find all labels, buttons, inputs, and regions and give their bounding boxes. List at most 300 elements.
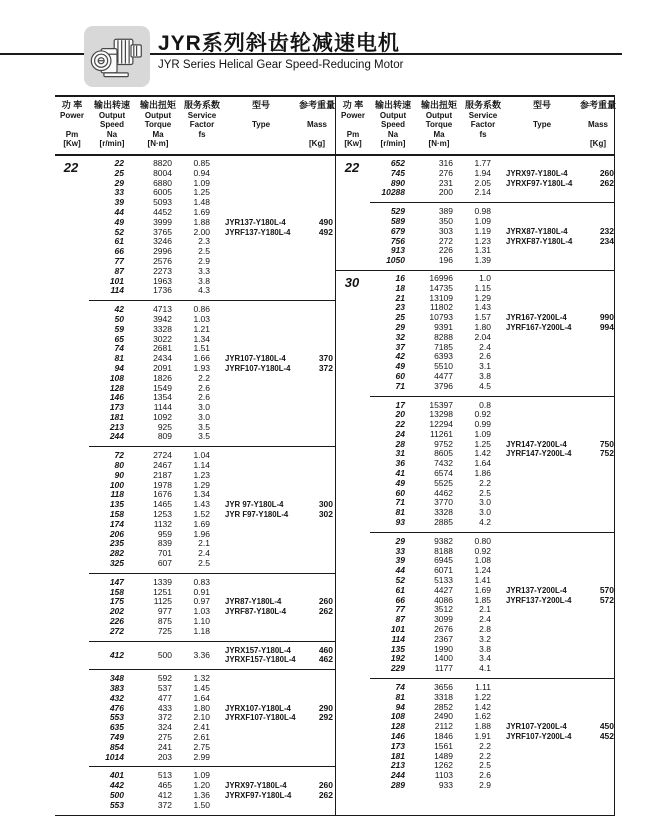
- torque-value: 412: [157, 789, 172, 800]
- speed-value: 890: [390, 177, 405, 188]
- factor-value: 1.39: [474, 255, 491, 266]
- torque-value: 1826: [153, 372, 172, 383]
- torque-value: 1339: [153, 576, 172, 587]
- factor-value: 2.75: [193, 741, 210, 752]
- factor-value: 2.00: [193, 226, 210, 237]
- speed-value: 31: [395, 448, 405, 459]
- speed-value: 49: [395, 361, 405, 372]
- torque-value: 6005: [153, 187, 172, 198]
- torque-value: 3512: [434, 604, 453, 615]
- factor-value: 1.77: [474, 157, 491, 168]
- col-header-type: 型号 Type: [532, 100, 552, 130]
- speed-value: 442: [109, 780, 124, 791]
- speed-value: 66: [395, 594, 405, 605]
- speed-value: 1014: [105, 751, 124, 762]
- speed-value: 213: [109, 421, 124, 432]
- col-header-factor: 服务系数 Service Factor fs: [464, 100, 501, 139]
- speed-value: 432: [109, 692, 124, 703]
- torque-value: 4086: [434, 594, 453, 605]
- torque-value: 372: [157, 712, 172, 723]
- factor-value: 1.10: [193, 616, 210, 627]
- factor-value: 1.21: [193, 323, 210, 334]
- factor-value: 1.69: [193, 206, 210, 217]
- factor-value: 1.09: [193, 177, 210, 188]
- torque-value: 8820: [153, 157, 172, 168]
- speed-value: 61: [395, 584, 405, 595]
- speed-value: 181: [390, 750, 405, 761]
- ratio-blocks: [370, 274, 614, 791]
- power-section: [336, 156, 614, 270]
- torque-value: 977: [157, 606, 172, 617]
- factor-value: 2.99: [193, 751, 210, 762]
- type-value: JYRF107-Y180L-4: [225, 363, 291, 373]
- speed-value: 282: [109, 548, 124, 559]
- col-header-factor: 服务系数 Service Factor fs: [183, 100, 220, 139]
- ratio-block: [370, 532, 614, 674]
- factor-value: 1.57: [474, 312, 491, 323]
- factor-value: 1.85: [474, 594, 491, 605]
- torque-value: 4452: [153, 206, 172, 217]
- torque-value: 4462: [434, 487, 453, 498]
- factor-value: 3.36: [193, 649, 210, 660]
- factor-value: 4.3: [198, 285, 210, 296]
- speed-value: 29: [395, 321, 405, 332]
- speed-value: 23: [395, 302, 405, 313]
- factor-value: 3.0: [479, 497, 491, 508]
- speed-value: 20: [395, 409, 405, 420]
- mass-value: 752: [599, 448, 614, 459]
- torque-value: 2490: [434, 711, 453, 722]
- torque-value: 925: [157, 421, 172, 432]
- speed-value: 244: [390, 770, 405, 781]
- torque-value: 372: [157, 799, 172, 810]
- factor-value: 0.8: [479, 399, 491, 410]
- torque-value: 3656: [434, 682, 453, 693]
- torque-value: 4427: [434, 584, 453, 595]
- speed-value: 272: [109, 625, 124, 636]
- speed-value: 16: [395, 272, 405, 283]
- factor-value: 3.1: [479, 361, 491, 372]
- mass-value: 290: [318, 702, 333, 713]
- factor-value: 1.93: [193, 362, 210, 373]
- factor-value: 2.6: [479, 770, 491, 781]
- speed-value: 213: [390, 760, 405, 771]
- torque-value: 2112: [434, 721, 453, 732]
- torque-value: 303: [438, 225, 453, 236]
- torque-value: 13109: [429, 292, 453, 303]
- factor-value: 3.2: [479, 633, 491, 644]
- torque-value: 809: [157, 431, 172, 442]
- torque-value: 276: [438, 167, 453, 178]
- speed-value: 18: [395, 282, 405, 293]
- torque-value: 8288: [434, 331, 453, 342]
- torque-value: 537: [157, 683, 172, 694]
- spec-table-left: [55, 97, 335, 815]
- torque-value: 3328: [153, 323, 172, 334]
- factor-value: 1.42: [474, 448, 491, 459]
- factor-value: 2.4: [198, 548, 210, 559]
- factor-value: 2.9: [479, 779, 491, 790]
- speed-value: 108: [109, 372, 124, 383]
- factor-value: 2.4: [479, 341, 491, 352]
- torque-value: 2885: [434, 517, 453, 528]
- speed-value: 81: [395, 691, 405, 702]
- factor-value: 1.04: [193, 450, 210, 461]
- type-value: JYR107-Y180L-4: [225, 354, 286, 364]
- factor-value: 1.64: [193, 692, 210, 703]
- factor-value: 2.9: [198, 255, 210, 266]
- factor-value: 1.23: [193, 469, 210, 480]
- type-value: JYR 97-Y180L-4: [225, 500, 284, 510]
- speed-value: 128: [390, 721, 405, 732]
- factor-value: 3.0: [479, 507, 491, 518]
- col-header-speed: 输出转速 Output Speed Na [r/min]: [93, 100, 130, 149]
- torque-value: 2367: [434, 633, 453, 644]
- factor-value: 1.62: [474, 711, 491, 722]
- torque-value: 701: [157, 548, 172, 559]
- speed-value: 635: [109, 722, 124, 733]
- factor-value: 1.0: [479, 272, 491, 283]
- mass-value: 260: [599, 167, 614, 178]
- speed-value: 412: [109, 649, 124, 660]
- speed-value: 679: [390, 225, 405, 236]
- mass-value: 262: [318, 606, 333, 617]
- ratio-block: [370, 678, 614, 791]
- type-value: JYRX97-Y180L-4: [506, 168, 568, 178]
- power-section: [55, 156, 335, 815]
- torque-value: 2576: [153, 255, 172, 266]
- mass-value: 572: [599, 594, 614, 605]
- torque-value: 9752: [434, 438, 453, 449]
- torque-value: 1125: [153, 596, 172, 607]
- factor-value: 1.66: [193, 353, 210, 364]
- torque-value: 8605: [434, 448, 453, 459]
- speed-value: 33: [114, 187, 124, 198]
- torque-value: 226: [438, 245, 453, 256]
- speed-value: 175: [109, 596, 124, 607]
- torque-value: 1144: [153, 402, 172, 413]
- speed-value: 118: [110, 489, 124, 500]
- speed-value: 158: [109, 509, 124, 520]
- torque-value: 1963: [153, 275, 172, 286]
- torque-value: 1354: [153, 392, 172, 403]
- speed-value: 71: [395, 497, 405, 508]
- torque-value: 275: [157, 732, 172, 742]
- torque-value: 203: [157, 751, 172, 762]
- torque-value: 11802: [429, 302, 453, 313]
- speed-value: 87: [395, 614, 405, 625]
- torque-value: 725: [157, 625, 172, 636]
- factor-value: 2.1: [198, 538, 210, 549]
- speed-value: 44: [395, 565, 405, 576]
- speed-value: 128: [109, 382, 124, 393]
- torque-value: 1990: [434, 643, 453, 654]
- torque-value: 2467: [153, 460, 172, 471]
- torque-value: 6071: [434, 565, 453, 576]
- torque-value: 16996: [429, 272, 453, 283]
- torque-value: 959: [157, 528, 172, 539]
- torque-value: 433: [157, 702, 172, 713]
- torque-value: 2434: [153, 353, 172, 364]
- speed-value: 50: [114, 313, 124, 324]
- speed-value: 74: [114, 343, 124, 354]
- torque-value: 5510: [434, 361, 453, 372]
- torque-value: 1736: [153, 285, 172, 296]
- speed-value: 226: [109, 616, 124, 627]
- speed-value: 72: [114, 450, 124, 461]
- speed-value: 244: [109, 431, 124, 442]
- torque-value: 15397: [429, 399, 453, 410]
- factor-value: 2.2: [479, 750, 491, 761]
- speed-value: 81: [395, 507, 405, 518]
- factor-value: 1.69: [474, 584, 491, 595]
- factor-value: 0.97: [193, 596, 210, 607]
- torque-value: 272: [438, 235, 453, 246]
- speed-value: 192: [390, 653, 405, 664]
- factor-value: 2.1: [479, 604, 491, 615]
- factor-value: 1.42: [474, 701, 491, 712]
- speed-value: 135: [390, 643, 405, 654]
- col-header-power: 功 率 Power Pm [Kw]: [59, 100, 84, 149]
- speed-value: 66: [114, 246, 124, 257]
- factor-value: 1.25: [193, 187, 210, 198]
- speed-value: 348: [109, 673, 124, 684]
- speed-value: 101: [109, 275, 124, 286]
- factor-value: 1.86: [474, 468, 491, 479]
- speed-value: 553: [109, 712, 124, 723]
- torque-value: 607: [157, 558, 172, 569]
- factor-value: 1.51: [193, 343, 210, 354]
- ratio-block: [370, 396, 614, 528]
- factor-value: 1.34: [193, 333, 210, 344]
- type-value: JYRF107-Y200L-4: [506, 732, 572, 741]
- speed-value: 325: [109, 558, 124, 569]
- factor-value: 1.43: [193, 499, 210, 510]
- speed-value: 135: [109, 499, 124, 510]
- mass-value: 492: [318, 226, 333, 237]
- speed-value: 173: [109, 402, 124, 413]
- ratio-block: [89, 573, 335, 637]
- factor-value: 2.5: [479, 760, 491, 771]
- speed-value: 80: [114, 460, 124, 471]
- torque-value: 7432: [434, 458, 453, 469]
- ratio-block: [89, 300, 335, 442]
- power-value: 22: [63, 159, 79, 175]
- torque-value: 3942: [153, 313, 172, 324]
- torque-value: 1132: [153, 518, 172, 529]
- torque-value: 10793: [429, 312, 453, 323]
- col-header-mass: 参考重量 Mass [Kg]: [299, 100, 336, 149]
- speed-value: 181: [109, 411, 124, 422]
- speed-value: 60: [395, 487, 405, 498]
- factor-value: 2.04: [474, 331, 491, 342]
- factor-value: 1.11: [475, 682, 491, 693]
- mass-value: 262: [599, 177, 614, 188]
- ratio-blocks: [370, 159, 614, 266]
- table-header: [336, 97, 617, 156]
- spec-table-right: [335, 97, 615, 815]
- speed-value: 529: [390, 206, 405, 217]
- speed-value: 49: [395, 477, 405, 488]
- speed-value: 235: [109, 538, 124, 549]
- torque-value: 592: [157, 673, 172, 684]
- factor-value: 1.32: [193, 673, 210, 684]
- speed-value: 10288: [381, 187, 405, 198]
- factor-value: 1.64: [474, 458, 491, 469]
- torque-value: 241: [157, 741, 172, 752]
- torque-value: 1103: [434, 770, 453, 781]
- factor-value: 2.6: [479, 351, 491, 362]
- factor-value: 1.96: [193, 528, 210, 539]
- col-header-speed: 输出转速 Output Speed Na [r/min]: [374, 100, 411, 149]
- speed-value: 229: [390, 663, 405, 674]
- speed-value: 25: [114, 167, 124, 178]
- torque-value: 3765: [153, 226, 172, 237]
- torque-value: 1251: [153, 586, 172, 597]
- torque-value: 875: [157, 616, 172, 627]
- torque-value: 5525: [434, 477, 453, 488]
- factor-value: 1.25: [474, 438, 491, 449]
- factor-value: 2.5: [198, 246, 210, 257]
- speed-value: 589: [390, 215, 405, 226]
- factor-value: 1.34: [193, 489, 210, 500]
- gear-motor-drawing: [89, 32, 145, 82]
- torque-value: 3770: [434, 497, 453, 508]
- torque-value: 2273: [153, 265, 172, 276]
- speed-value: 146: [109, 392, 124, 403]
- speed-value: 59: [114, 323, 124, 334]
- factor-value: 1.09: [474, 215, 491, 226]
- factor-value: 3.5: [198, 431, 210, 442]
- speed-value: 39: [114, 197, 124, 208]
- page-title: JYR系列斜齿轮减速电机: [158, 32, 400, 55]
- torque-value: 7185: [434, 341, 453, 352]
- torque-value: 231: [438, 177, 453, 188]
- factor-value: 0.94: [193, 167, 210, 178]
- torque-value: 6574: [434, 468, 453, 479]
- speed-value: 52: [114, 226, 124, 237]
- torque-value: 3796: [434, 380, 453, 391]
- mass-value: 460: [318, 644, 333, 655]
- speed-value: 60: [395, 370, 405, 381]
- speed-value: 17: [395, 399, 405, 410]
- factor-value: 1.22: [474, 691, 491, 702]
- speed-value: 401: [109, 770, 124, 781]
- torque-value: 11261: [429, 428, 453, 439]
- speed-value: 77: [114, 255, 124, 266]
- torque-value: 4713: [153, 304, 172, 315]
- type-value: JYRXF87-Y180L-4: [506, 236, 573, 246]
- type-value: JYRXF97-Y180L-4: [225, 790, 292, 800]
- type-value: JYR167-Y200L-4: [506, 313, 567, 323]
- speed-value: 476: [109, 702, 124, 713]
- factor-value: 4.1: [479, 663, 491, 674]
- factor-value: 1.36: [193, 789, 210, 800]
- mass-value: 234: [599, 235, 614, 246]
- speed-value: 25: [395, 312, 405, 323]
- torque-value: 3318: [434, 691, 453, 702]
- speed-value: 383: [109, 683, 124, 694]
- factor-value: 1.45: [193, 683, 210, 694]
- factor-value: 4.5: [479, 380, 491, 391]
- torque-value: 1400: [434, 653, 453, 664]
- factor-value: 2.2: [479, 740, 491, 751]
- factor-value: 0.98: [474, 206, 491, 217]
- type-value: JYR137-Y200L-4: [506, 585, 567, 595]
- factor-value: 1.91: [474, 731, 491, 741]
- factor-value: 1.19: [474, 225, 491, 236]
- factor-value: 1.14: [193, 460, 210, 471]
- factor-value: 1.43: [474, 302, 491, 313]
- factor-value: 1.20: [193, 780, 210, 791]
- torque-value: 1561: [434, 740, 453, 751]
- factor-value: 1.18: [193, 625, 210, 636]
- factor-value: 1.48: [193, 197, 210, 208]
- torque-value: 477: [157, 692, 172, 703]
- torque-value: 3999: [153, 216, 172, 227]
- speed-value: 90: [114, 469, 124, 480]
- mass-value: 292: [318, 712, 333, 723]
- speed-value: 913: [390, 245, 405, 256]
- speed-value: 22: [114, 157, 124, 168]
- type-value: JYRF87-Y180L-4: [225, 607, 287, 617]
- mass-value: 370: [318, 353, 333, 364]
- speed-value: 158: [109, 586, 124, 597]
- type-value: JYRX157-Y180L-4: [225, 645, 291, 655]
- factor-value: 1.15: [474, 282, 491, 293]
- factor-value: 1.80: [193, 702, 210, 713]
- factor-value: 1.09: [474, 428, 491, 439]
- speed-value: 44: [114, 206, 124, 217]
- type-value: JYR107-Y200L-4: [506, 722, 567, 732]
- torque-value: 316: [438, 157, 453, 168]
- factor-value: 2.5: [479, 487, 491, 498]
- speed-value: 108: [390, 711, 405, 722]
- type-value: JYRXF157-Y180L-4: [225, 655, 296, 665]
- type-value: JYR F97-Y180L-4: [225, 510, 289, 520]
- ratio-block: [370, 202, 614, 266]
- speed-value: 146: [390, 731, 405, 741]
- factor-value: 1.29: [193, 479, 210, 490]
- torque-value: 8188: [434, 545, 453, 556]
- speed-value: 21: [395, 292, 405, 303]
- speed-value: 71: [395, 380, 405, 391]
- factor-value: 1.88: [193, 216, 210, 227]
- factor-value: 2.2: [479, 477, 491, 488]
- factor-value: 3.5: [198, 421, 210, 432]
- mass-value: 452: [599, 731, 614, 741]
- type-value: JYR87-Y180L-4: [225, 597, 282, 607]
- speed-value: 749: [109, 732, 124, 742]
- factor-value: 3.3: [198, 265, 210, 276]
- factor-value: 2.2: [198, 372, 210, 383]
- speed-value: 101: [390, 624, 405, 635]
- ratio-block: [89, 159, 335, 296]
- power-value: 22: [344, 159, 360, 175]
- col-header-torque: 输出扭矩 Output Torque Ma [N·m]: [420, 100, 457, 149]
- factor-value: 1.31: [474, 245, 491, 256]
- ratio-block: [89, 766, 335, 810]
- factor-value: 0.99: [474, 419, 491, 430]
- ratio-blocks: [89, 159, 335, 811]
- factor-value: 3.4: [479, 653, 491, 664]
- ratio-block: [370, 274, 614, 392]
- type-value: JYRXF97-Y180L-4: [506, 178, 573, 188]
- factor-value: 1.50: [193, 799, 210, 810]
- torque-value: 6880: [153, 177, 172, 188]
- torque-value: 5093: [153, 197, 172, 208]
- torque-value: 465: [157, 780, 172, 791]
